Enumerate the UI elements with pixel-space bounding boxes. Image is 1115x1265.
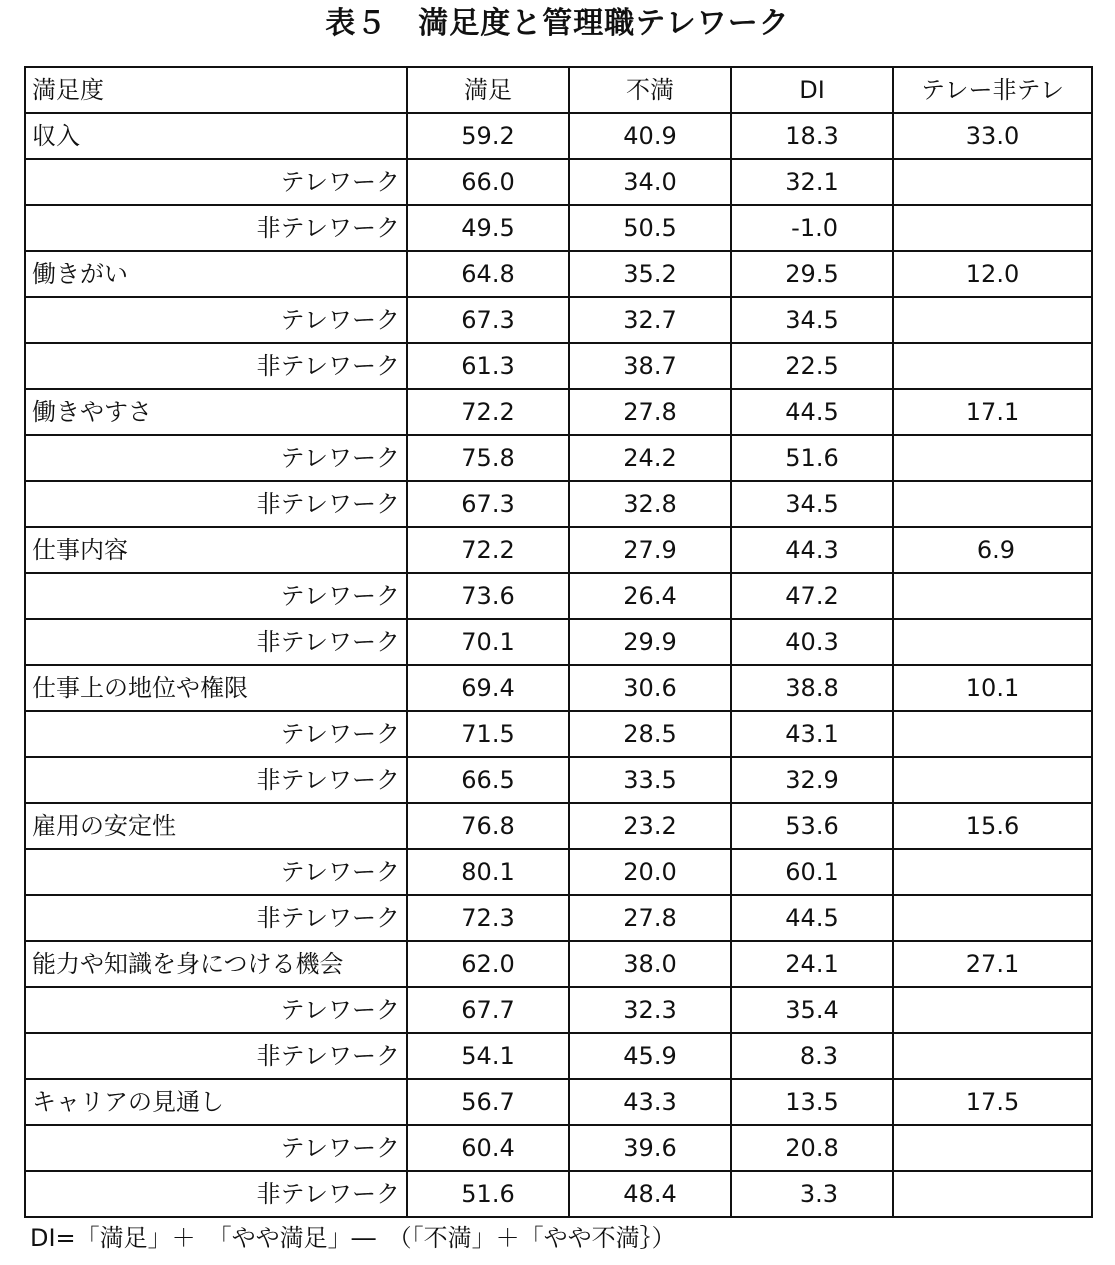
dissatisfied-value: 27.8 bbox=[569, 389, 731, 435]
subgroup-label: 非テレワーク bbox=[25, 481, 407, 527]
table-row bbox=[25, 941, 1092, 987]
dissatisfied-value: 35.2 bbox=[569, 251, 731, 297]
subgroup-label: テレワーク bbox=[25, 435, 407, 481]
di-value: 53.6 bbox=[731, 803, 893, 849]
satisfied-value: 64.8 bbox=[407, 251, 569, 297]
category-label: 働きがい bbox=[25, 251, 407, 297]
satisfied-value: 72.2 bbox=[407, 389, 569, 435]
di-value: 29.5 bbox=[731, 251, 893, 297]
table-row bbox=[25, 757, 1092, 803]
category-label: 仕事上の地位や権限 bbox=[25, 665, 407, 711]
dissatisfied-value: 45.9 bbox=[569, 1033, 731, 1079]
dissatisfied-value: 39.6 bbox=[569, 1125, 731, 1171]
tele-diff-value bbox=[893, 343, 1092, 389]
satisfied-value: 59.2 bbox=[407, 113, 569, 159]
tele-diff-value: 17.5 bbox=[893, 1079, 1092, 1125]
table-row bbox=[25, 573, 1092, 619]
table-row bbox=[25, 159, 1092, 205]
di-value: 22.5 bbox=[731, 343, 893, 389]
table-row bbox=[25, 619, 1092, 665]
subgroup-label: 非テレワーク bbox=[25, 619, 407, 665]
table-title: 表５ 満足度と管理職テレワーク bbox=[325, 6, 790, 41]
table-row bbox=[25, 1171, 1092, 1217]
subgroup-label: テレワーク bbox=[25, 987, 407, 1033]
dissatisfied-value: 27.8 bbox=[569, 895, 731, 941]
dissatisfied-value: 33.5 bbox=[569, 757, 731, 803]
tele-diff-value: 33.0 bbox=[893, 113, 1092, 159]
dissatisfied-value: 20.0 bbox=[569, 849, 731, 895]
header-row bbox=[25, 67, 1092, 113]
dissatisfied-value: 32.3 bbox=[569, 987, 731, 1033]
table-body bbox=[25, 113, 1092, 1217]
dissatisfied-value: 28.5 bbox=[569, 711, 731, 757]
satisfied-value: 61.3 bbox=[407, 343, 569, 389]
di-value: 3.3 bbox=[731, 1171, 893, 1217]
tele-diff-value bbox=[893, 435, 1092, 481]
table-row bbox=[25, 251, 1092, 297]
dissatisfied-value: 38.7 bbox=[569, 343, 731, 389]
subgroup-label: 非テレワーク bbox=[25, 1033, 407, 1079]
category-label: 働きやすさ bbox=[25, 389, 407, 435]
tele-diff-value bbox=[893, 1125, 1092, 1171]
category-label: 能力や知識を身につける機会 bbox=[25, 941, 407, 987]
table-row bbox=[25, 849, 1092, 895]
table-row bbox=[25, 297, 1092, 343]
table-row bbox=[25, 1079, 1092, 1125]
header-dissatisfied: 不満 bbox=[569, 67, 731, 113]
satisfied-value: 76.8 bbox=[407, 803, 569, 849]
di-value: 44.5 bbox=[731, 389, 893, 435]
satisfied-value: 72.2 bbox=[407, 527, 569, 573]
subgroup-label: 非テレワーク bbox=[25, 757, 407, 803]
dissatisfied-value: 27.9 bbox=[569, 527, 731, 573]
header-di: DI bbox=[731, 67, 893, 113]
table-row bbox=[25, 435, 1092, 481]
table-row bbox=[25, 389, 1092, 435]
dissatisfied-value: 34.0 bbox=[569, 159, 731, 205]
dissatisfied-value: 29.9 bbox=[569, 619, 731, 665]
di-value: 60.1 bbox=[731, 849, 893, 895]
satisfied-value: 70.1 bbox=[407, 619, 569, 665]
satisfied-value: 75.8 bbox=[407, 435, 569, 481]
tele-diff-value bbox=[893, 573, 1092, 619]
table-row bbox=[25, 987, 1092, 1033]
subgroup-label: 非テレワーク bbox=[25, 1171, 407, 1217]
satisfied-value: 67.7 bbox=[407, 987, 569, 1033]
tele-diff-value bbox=[893, 895, 1092, 941]
subgroup-label: 非テレワーク bbox=[25, 343, 407, 389]
di-value: 34.5 bbox=[731, 481, 893, 527]
tele-diff-value: 27.1 bbox=[893, 941, 1092, 987]
table-row bbox=[25, 343, 1092, 389]
subgroup-label: 非テレワーク bbox=[25, 205, 407, 251]
di-value: 35.4 bbox=[731, 987, 893, 1033]
tele-diff-value bbox=[893, 757, 1092, 803]
table-row bbox=[25, 1033, 1092, 1079]
table-row bbox=[25, 665, 1092, 711]
dissatisfied-value: 24.2 bbox=[569, 435, 731, 481]
tele-diff-value bbox=[893, 619, 1092, 665]
di-value: -1.0 bbox=[731, 205, 893, 251]
subgroup-label: テレワーク bbox=[25, 573, 407, 619]
tele-diff-value bbox=[893, 1171, 1092, 1217]
satisfied-value: 80.1 bbox=[407, 849, 569, 895]
di-value: 34.5 bbox=[731, 297, 893, 343]
table-row bbox=[25, 803, 1092, 849]
subgroup-label: テレワーク bbox=[25, 159, 407, 205]
satisfied-value: 51.6 bbox=[407, 1171, 569, 1217]
satisfied-value: 66.0 bbox=[407, 159, 569, 205]
dissatisfied-value: 48.4 bbox=[569, 1171, 731, 1217]
table-row bbox=[25, 1125, 1092, 1171]
dissatisfied-value: 32.8 bbox=[569, 481, 731, 527]
satisfied-value: 69.4 bbox=[407, 665, 569, 711]
di-value: 40.3 bbox=[731, 619, 893, 665]
table-row bbox=[25, 205, 1092, 251]
tele-diff-value bbox=[893, 849, 1092, 895]
tele-diff-value: 17.1 bbox=[893, 389, 1092, 435]
satisfied-value: 60.4 bbox=[407, 1125, 569, 1171]
tele-diff-value: 10.1 bbox=[893, 665, 1092, 711]
tele-diff-value bbox=[893, 987, 1092, 1033]
table-row bbox=[25, 895, 1092, 941]
satisfied-value: 67.3 bbox=[407, 481, 569, 527]
di-value: 18.3 bbox=[731, 113, 893, 159]
dissatisfied-value: 23.2 bbox=[569, 803, 731, 849]
category-label: 仕事内容 bbox=[25, 527, 407, 573]
di-value: 43.1 bbox=[731, 711, 893, 757]
tele-diff-value: 15.6 bbox=[893, 803, 1092, 849]
subgroup-label: テレワーク bbox=[25, 1125, 407, 1171]
tele-diff-value bbox=[893, 481, 1092, 527]
table-row bbox=[25, 481, 1092, 527]
dissatisfied-value: 50.5 bbox=[569, 205, 731, 251]
category-label: キャリアの見通し bbox=[25, 1079, 407, 1125]
tele-diff-value bbox=[893, 1033, 1092, 1079]
di-value: 24.1 bbox=[731, 941, 893, 987]
tele-diff-value bbox=[893, 159, 1092, 205]
dissatisfied-value: 26.4 bbox=[569, 573, 731, 619]
table-row bbox=[25, 113, 1092, 159]
tele-diff-value: 12.0 bbox=[893, 251, 1092, 297]
dissatisfied-value: 43.3 bbox=[569, 1079, 731, 1125]
satisfied-value: 72.3 bbox=[407, 895, 569, 941]
di-value: 8.3 bbox=[731, 1033, 893, 1079]
di-value: 13.5 bbox=[731, 1079, 893, 1125]
footnote: DI=「満足」＋ 「やや満足」― （「不満」＋「やや不満｝） bbox=[30, 1224, 676, 1252]
dissatisfied-value: 38.0 bbox=[569, 941, 731, 987]
di-value: 32.1 bbox=[731, 159, 893, 205]
di-value: 47.2 bbox=[731, 573, 893, 619]
subgroup-label: テレワーク bbox=[25, 297, 407, 343]
satisfaction-table bbox=[24, 66, 1093, 1218]
subgroup-label: 非テレワーク bbox=[25, 895, 407, 941]
tele-diff-value bbox=[893, 297, 1092, 343]
satisfied-value: 71.5 bbox=[407, 711, 569, 757]
di-value: 38.8 bbox=[731, 665, 893, 711]
di-value: 44.3 bbox=[731, 527, 893, 573]
header-tele-diff: テレー非テレ bbox=[893, 67, 1092, 113]
satisfied-value: 62.0 bbox=[407, 941, 569, 987]
dissatisfied-value: 32.7 bbox=[569, 297, 731, 343]
satisfied-value: 54.1 bbox=[407, 1033, 569, 1079]
dissatisfied-value: 40.9 bbox=[569, 113, 731, 159]
subgroup-label: テレワーク bbox=[25, 849, 407, 895]
category-label: 雇用の安定性 bbox=[25, 803, 407, 849]
tele-diff-value bbox=[893, 711, 1092, 757]
di-value: 51.6 bbox=[731, 435, 893, 481]
tele-diff-value: 6.9 bbox=[893, 527, 1092, 573]
satisfied-value: 66.5 bbox=[407, 757, 569, 803]
category-label: 収入 bbox=[25, 113, 407, 159]
header-satisfied: 満足 bbox=[407, 67, 569, 113]
table-row bbox=[25, 527, 1092, 573]
di-value: 32.9 bbox=[731, 757, 893, 803]
subgroup-label: テレワーク bbox=[25, 711, 407, 757]
dissatisfied-value: 30.6 bbox=[569, 665, 731, 711]
satisfied-value: 49.5 bbox=[407, 205, 569, 251]
satisfied-value: 67.3 bbox=[407, 297, 569, 343]
di-value: 20.8 bbox=[731, 1125, 893, 1171]
header-satisfaction-item: 満足度 bbox=[25, 67, 407, 113]
di-value: 44.5 bbox=[731, 895, 893, 941]
tele-diff-value bbox=[893, 205, 1092, 251]
satisfied-value: 56.7 bbox=[407, 1079, 569, 1125]
satisfied-value: 73.6 bbox=[407, 573, 569, 619]
table-row bbox=[25, 711, 1092, 757]
